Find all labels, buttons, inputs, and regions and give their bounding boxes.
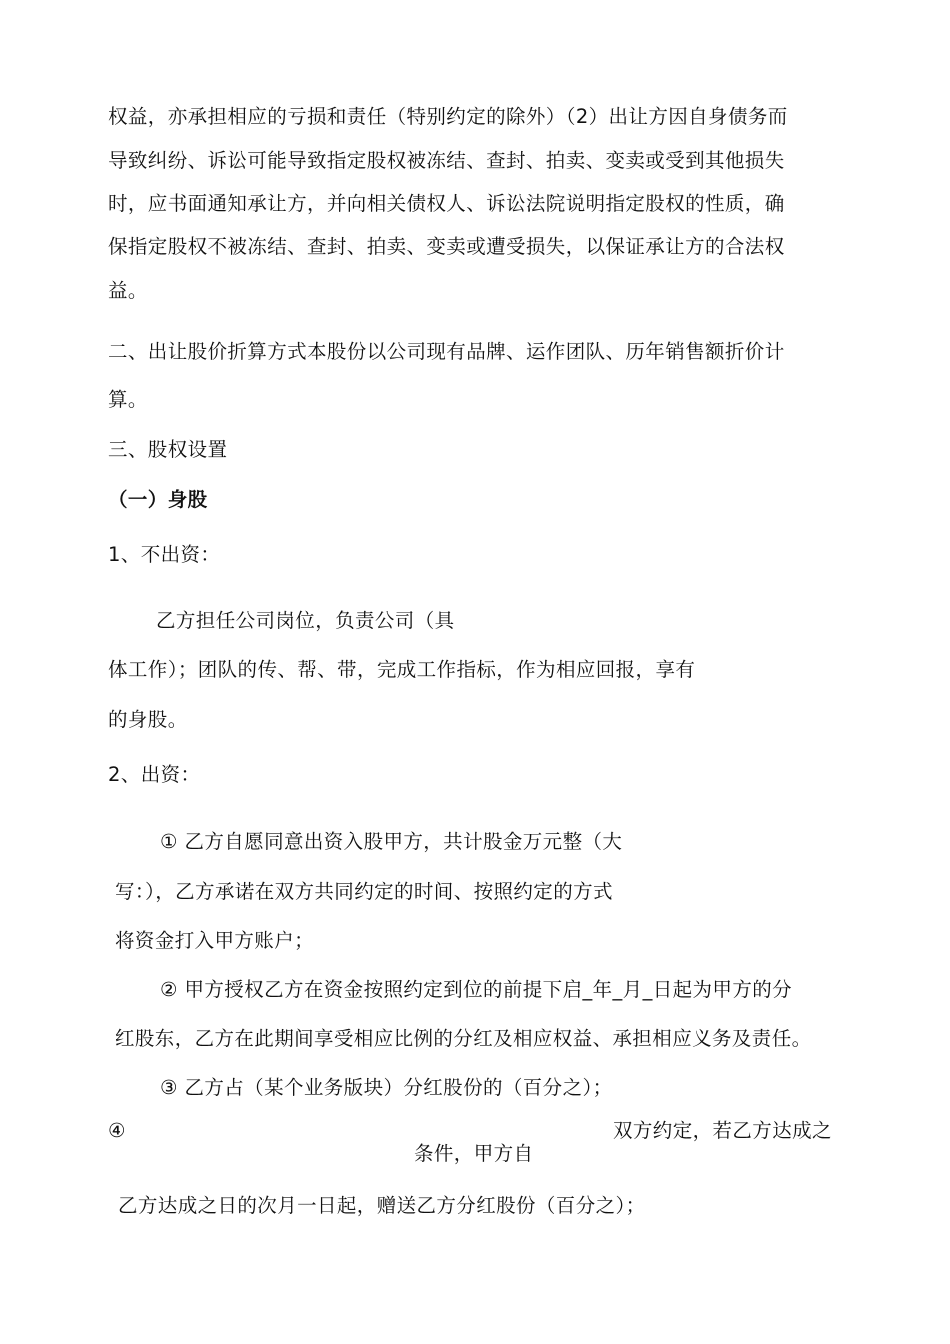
paragraph-line: 权益，亦承担相应的亏损和责任（特别约定的除外）（2）出让方因自身债务而 <box>108 105 788 128</box>
clause-1-line: 写：），乙方承诺在双方共同约定的时间、按照约定的方式 <box>115 880 613 903</box>
item-1-line: 体工作）；团队的传、帮、带，完成工作指标，作为相应回报，享有 <box>108 658 696 681</box>
section-2-line: 算。 <box>108 388 148 411</box>
clause-4-center-text: 条件，甲方自 <box>414 1142 534 1165</box>
item-1-title: 1、不出资： <box>108 543 221 566</box>
item-1-line: 乙方担任公司岗位，负责公司（具 <box>156 609 455 632</box>
clause-3-line: ③ 乙方占（某个业务版块）分红股份的（百分之）； <box>160 1076 613 1099</box>
clause-4-right-text: 双方约定，若乙方达成之 <box>613 1119 832 1142</box>
clause-2-line: 红股东，乙方在此期间享受相应比例的分红及相应权益、承担相应义务及责任。 <box>115 1027 812 1050</box>
subsection-heading: （一）身股 <box>108 488 208 511</box>
paragraph-line: 导致纠纷、诉讼可能导致指定股权被冻结、查封、拍卖、变卖或受到其他损失 <box>108 149 785 172</box>
item-1-line: 的身股。 <box>108 708 188 731</box>
clause-4-line: 乙方达成之日的次月一日起，赠送乙方分红股份（百分之）； <box>118 1194 646 1217</box>
section-3-heading: 三、股权设置 <box>108 438 228 461</box>
paragraph-line: 时，应书面通知承让方，并向相关债权人、诉讼法院说明指定股权的性质，确 <box>108 192 785 215</box>
item-2-title: 2、出资： <box>108 763 201 786</box>
paragraph-line: 保指定股权不被冻结、查封、拍卖、变卖或遭受损失，以保证承让方的合法权 <box>108 235 785 258</box>
paragraph-line: 益。 <box>108 279 148 302</box>
clause-2-line: ② 甲方授权乙方在资金按照约定到位的前提下启_年_月_日起为甲方的分 <box>160 978 793 1001</box>
clause-1-line: 将资金打入甲方账户； <box>115 929 315 952</box>
clause-4-marker: ④ <box>108 1119 126 1142</box>
section-2-line: 二、出让股价折算方式本股份以公司现有品牌、运作团队、历年销售额折价计 <box>108 340 785 363</box>
clause-1-line: ① 乙方自愿同意出资入股甲方，共计股金万元整（大 <box>160 830 623 853</box>
